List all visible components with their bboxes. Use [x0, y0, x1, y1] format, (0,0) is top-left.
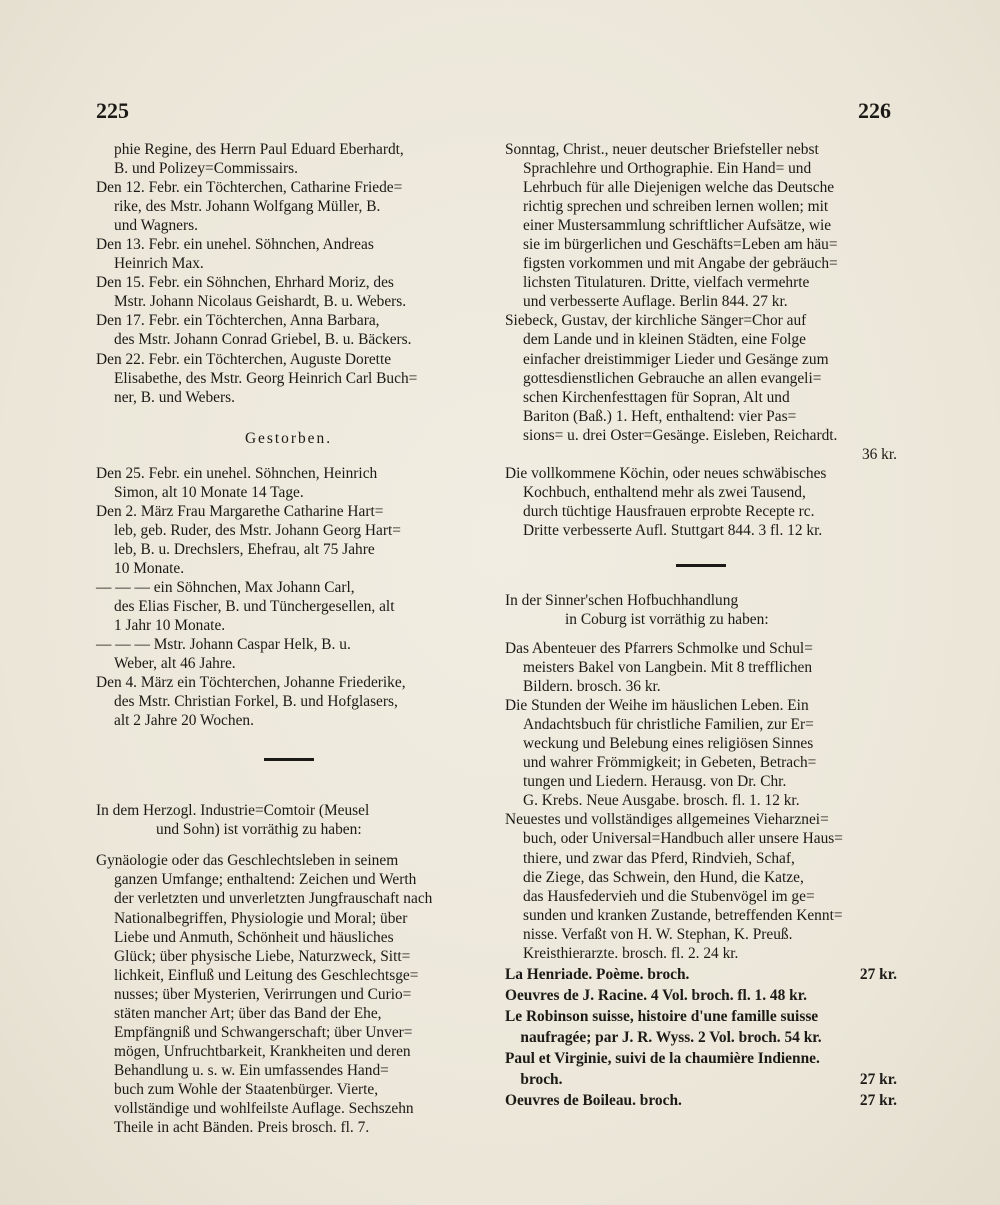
book-entry-line: einer Mustersammlung schriftlicher Aufsätze, wie	[523, 217, 832, 235]
death-entry-line: 10 Monate.	[114, 559, 185, 577]
book-entry-line: Lehrbuch für alle Diejenigen welche das Deutsche	[523, 179, 835, 197]
book-entry-line: vollständige und wohlfeilste Auflage. Sechszehn	[114, 1099, 414, 1117]
french-book-entry	[505, 1070, 897, 1089]
book-entry-line: ganzen Umfange; enthaltend: Zeichen und Werth	[114, 871, 417, 889]
birth-entry-line: Heinrich Max.	[114, 255, 204, 273]
birth-entry-line: Den 13. Febr. ein unehel. Söhnchen, Andreas	[96, 236, 374, 254]
death-entry-line: — — — Mstr. Johann Caspar Helk, B. u.	[96, 636, 351, 654]
french-book-entry	[505, 1091, 897, 1110]
book-entry-line: und wahrer Frömmigkeit; in Gebeten, Betrach=	[523, 754, 817, 772]
death-entry-line: leb, B. u. Drechslers, Ehefrau, alt 75 Jahre	[114, 540, 375, 558]
death-entry-line: Simon, alt 10 Monate 14 Tage.	[114, 483, 304, 501]
deaths-list	[96, 464, 481, 731]
section-heading-line: In dem Herzogl. Industrie=Comtoir (Meusel	[96, 802, 370, 820]
french-book-list	[505, 965, 897, 1110]
book-entry-line: figsten vorkommen und mit Angabe der gebräuch=	[523, 255, 838, 273]
births-list	[96, 140, 481, 407]
book-entry-line: lichkeit, Einfluß und Leitung des Geschlechtsge=	[114, 966, 419, 984]
book-entry-line: buch, oder Universal=Handbuch aller unsere Haus=	[523, 830, 843, 848]
book-entry-line: sie im bürgerlichen und Geschäfts=Leben am häu=	[523, 236, 838, 254]
death-entry-line: Den 2. März Frau Margarethe Catharine Hart=	[96, 502, 384, 520]
french-book-entry	[505, 1028, 897, 1047]
death-entry-line: leb, geb. Ruder, des Mstr. Johann Georg Hart=	[114, 521, 401, 539]
book-entry-line: thiere, und zwar das Pferd, Rindvieh, Schaf,	[523, 849, 795, 867]
french-book-title: naufragée; par J. R. Wyss. 2 Vol. broch. 54 kr.	[505, 1028, 822, 1046]
birth-entry-line: B. und Polizey=Commissairs.	[114, 160, 298, 178]
birth-entry-line: ner, B. und Webers.	[114, 388, 235, 406]
birth-entry-line: Den 15. Febr. ein Söhnchen, Ehrhard Moriz, des	[96, 274, 394, 292]
book-entry-line: Bariton (Baß.) 1. Heft, enthaltend: vier Pas=	[523, 407, 797, 425]
book-entry-line: Dritte verbesserte Aufl. Stuttgart 844. 3 fl. 12 kr.	[523, 521, 823, 539]
french-book-price: 27 kr.	[859, 965, 897, 983]
french-book-entry	[505, 965, 897, 984]
book-entry-line: Glück; über physische Liebe, Naturzweck, Sitt=	[114, 947, 411, 965]
book-entry-line: schen Kirchenfesttagen für Sopran, Alt und	[523, 388, 790, 406]
book-entry-line: Die vollkommene Köchin, oder neues schwäbisches	[505, 464, 827, 482]
book-entry-line: Gynäologie oder das Geschlechtsleben in seinem	[96, 852, 399, 870]
book-entry-line: der verletzten und unverletzten Jungfrauschaft nach	[114, 890, 433, 908]
french-book-title: Oeuvres de Boileau. broch.	[505, 1092, 682, 1110]
book-entry-line: Siebeck, Gustav, der kirchliche Sänger=Chor auf	[505, 312, 807, 330]
death-entry-line: — — — ein Söhnchen, Max Johann Carl,	[96, 578, 355, 596]
book-entry-line: das Hausfedervieh und die Stubenvögel im ge=	[523, 887, 815, 905]
book-entry-line: dem Lande und in kleinen Städten, eine Folge	[523, 331, 806, 349]
death-entry-line: alt 2 Jahre 20 Wochen.	[114, 712, 254, 730]
section-heading-line: In der Sinner'schen Hofbuchhandlung	[505, 591, 739, 609]
book-entry-line: Empfängniß und Schwangerschaft; über Unver=	[114, 1023, 413, 1041]
book-entry-line: mögen, Unfruchtbarkeit, Krankheiten und deren	[114, 1042, 411, 1060]
page-number-right: 226	[858, 98, 891, 123]
right-section-heading	[505, 591, 897, 629]
book-entry-line: meisters Bakel von Langbein. Mit 8 trefflichen	[523, 659, 813, 677]
book-entry-line: Nationalbegriffen, Physiologie und Moral; über	[114, 909, 408, 927]
book-entry-line: Sprachlehre und Orthographie. Ein Hand= und	[523, 160, 812, 178]
birth-entry-line: Den 17. Febr. ein Töchterchen, Anna Barbara,	[96, 312, 380, 330]
book-entry-line: und verbesserte Auflage. Berlin 844. 27 kr.	[523, 293, 788, 311]
book-entry-line: nusses; über Mysterien, Verirrungen und Curio=	[114, 985, 412, 1003]
book-entry-line: Liebe und Anmuth, Schönheit und häusliches	[114, 928, 394, 946]
french-book-title: Le Robinson suisse, histoire d'une famille suisse	[505, 1007, 819, 1025]
section-heading-line: in Coburg ist vorräthig zu haben:	[565, 610, 769, 628]
french-book-title: Oeuvres de J. Racine. 4 Vol. broch. fl. 1. 48 kr.	[505, 986, 807, 1004]
birth-entry-line: Den 22. Febr. ein Töchterchen, Auguste Dorette	[96, 350, 392, 368]
book-entry-line: durch tüchtige Hausfrauen erprobte Recepte rc.	[523, 502, 815, 520]
book-entry-line: einfacher dreistimmiger Lieder und Gesänge zum	[523, 350, 829, 368]
book-entry-line: Die Stunden der Weihe im häuslichen Leben. Ein	[505, 697, 809, 715]
book-entry-line: Kochbuch, enthaltend mehr als zwei Tausend,	[523, 483, 806, 501]
right-book-listing-top	[505, 140, 897, 540]
birth-entry-line: rike, des Mstr. Johann Wolfgang Müller, B.	[114, 198, 381, 216]
book-entry-line: Neuestes und vollständiges allgemeines Vieharznei=	[505, 811, 829, 829]
section-heading-line: und Sohn) ist vorräthig zu haben:	[156, 821, 362, 839]
french-book-title: Paul et Virginie, suivi de la chaumière Indienne.	[505, 1049, 820, 1067]
book-entry-line: Theile in acht Bänden. Preis brosch. fl. 7.	[114, 1119, 370, 1137]
french-book-entry	[505, 1049, 897, 1068]
death-entry-line: 1 Jahr 10 Monate.	[114, 617, 226, 635]
book-entry-line: weckung und Belebung eines religiösen Sinnes	[523, 735, 814, 753]
page-number-left: 225	[96, 98, 129, 123]
death-entry-line: Weber, alt 46 Jahre.	[114, 655, 236, 673]
birth-entry-line: des Mstr. Johann Conrad Griebel, B. u. Bäckers.	[114, 331, 412, 349]
book-entry-line: G. Krebs. Neue Ausgabe. brosch. fl. 1. 12 kr.	[523, 792, 800, 810]
book-entry-line: tungen und Liedern. Herausg. von Dr. Chr.	[523, 773, 787, 791]
french-book-entry	[505, 986, 897, 1005]
book-entry-line: Kreisthierarzte. brosch. fl. 2. 24 kr.	[523, 944, 739, 962]
french-book-price: 27 kr.	[859, 1071, 897, 1089]
book-entry-line: Sonntag, Christ., neuer deutscher Briefsteller nebst	[505, 141, 819, 158]
book-entry-line: lichsten Titulaturen. Dritte, vielfach vermehrte	[523, 274, 810, 292]
french-book-price: 27 kr.	[859, 1092, 897, 1110]
book-entry-line: richtig sprechen und schreiben lernen wollen; mit	[523, 198, 829, 216]
left-book-listing	[96, 851, 481, 1137]
book-entry-line: sions= u. drei Oster=Gesänge. Eisleben, Reichardt.	[523, 426, 838, 444]
book-entry-line: buch zum Wohle der Staatenbürger. Vierte,	[114, 1080, 379, 1098]
death-entry-line: des Mstr. Christian Forkel, B. und Hofglasers,	[114, 693, 398, 711]
book-entry-line: sunden und kranken Zustande, betreffenden Kennt=	[523, 906, 843, 924]
book-entry-line: Das Abenteuer des Pfarrers Schmolke und Schul=	[505, 639, 813, 657]
right-column	[505, 140, 897, 1110]
book-entry-line: Bildern. brosch. 36 kr.	[523, 678, 661, 696]
book-entry-line: nisse. Verfaßt von H. W. Stephan, K. Preuß.	[523, 925, 793, 943]
left-section-heading	[96, 801, 481, 839]
book-entry-line: Andachtsbuch für christliche Familien, zur Er=	[523, 716, 814, 734]
birth-entry-line: phie Regine, des Herrn Paul Eduard Eberhardt,	[114, 141, 404, 158]
birth-entry-line: Den 12. Febr. ein Töchterchen, Catharine Friede=	[96, 179, 403, 197]
right-book-listing	[505, 639, 897, 963]
deaths-heading: Gestorben.	[244, 429, 333, 447]
french-book-title: broch.	[505, 1071, 563, 1089]
french-book-entry	[505, 1007, 897, 1026]
book-entry-line: 36 kr.	[861, 445, 897, 463]
book-entry-line: die Ziege, das Schwein, den Hund, die Katze,	[523, 868, 804, 886]
birth-entry-line: Mstr. Johann Nicolaus Geishardt, B. u. Webers.	[114, 293, 407, 311]
death-entry-line: Den 25. Febr. ein unehel. Söhnchen, Heinrich	[96, 464, 378, 482]
death-entry-line: Den 4. März ein Töchterchen, Johanne Friederike,	[96, 674, 406, 692]
french-book-title: La Henriade. Poème. broch.	[505, 965, 690, 983]
book-entry-line: stäten mancher Art; über das Band der Ehe,	[114, 1004, 382, 1022]
book-entry-line: Behandlung u. s. w. Ein umfassendes Hand=	[114, 1061, 389, 1079]
left-column	[96, 140, 481, 1137]
book-entry-line: gottesdienstlichen Gebrauche an allen evangeli=	[523, 369, 822, 387]
death-entry-line: des Elias Fischer, B. und Tünchergesellen, alt	[114, 598, 395, 616]
birth-entry-line: und Wagners.	[114, 217, 198, 235]
birth-entry-line: Elisabethe, des Mstr. Georg Heinrich Carl Buch=	[114, 369, 418, 387]
